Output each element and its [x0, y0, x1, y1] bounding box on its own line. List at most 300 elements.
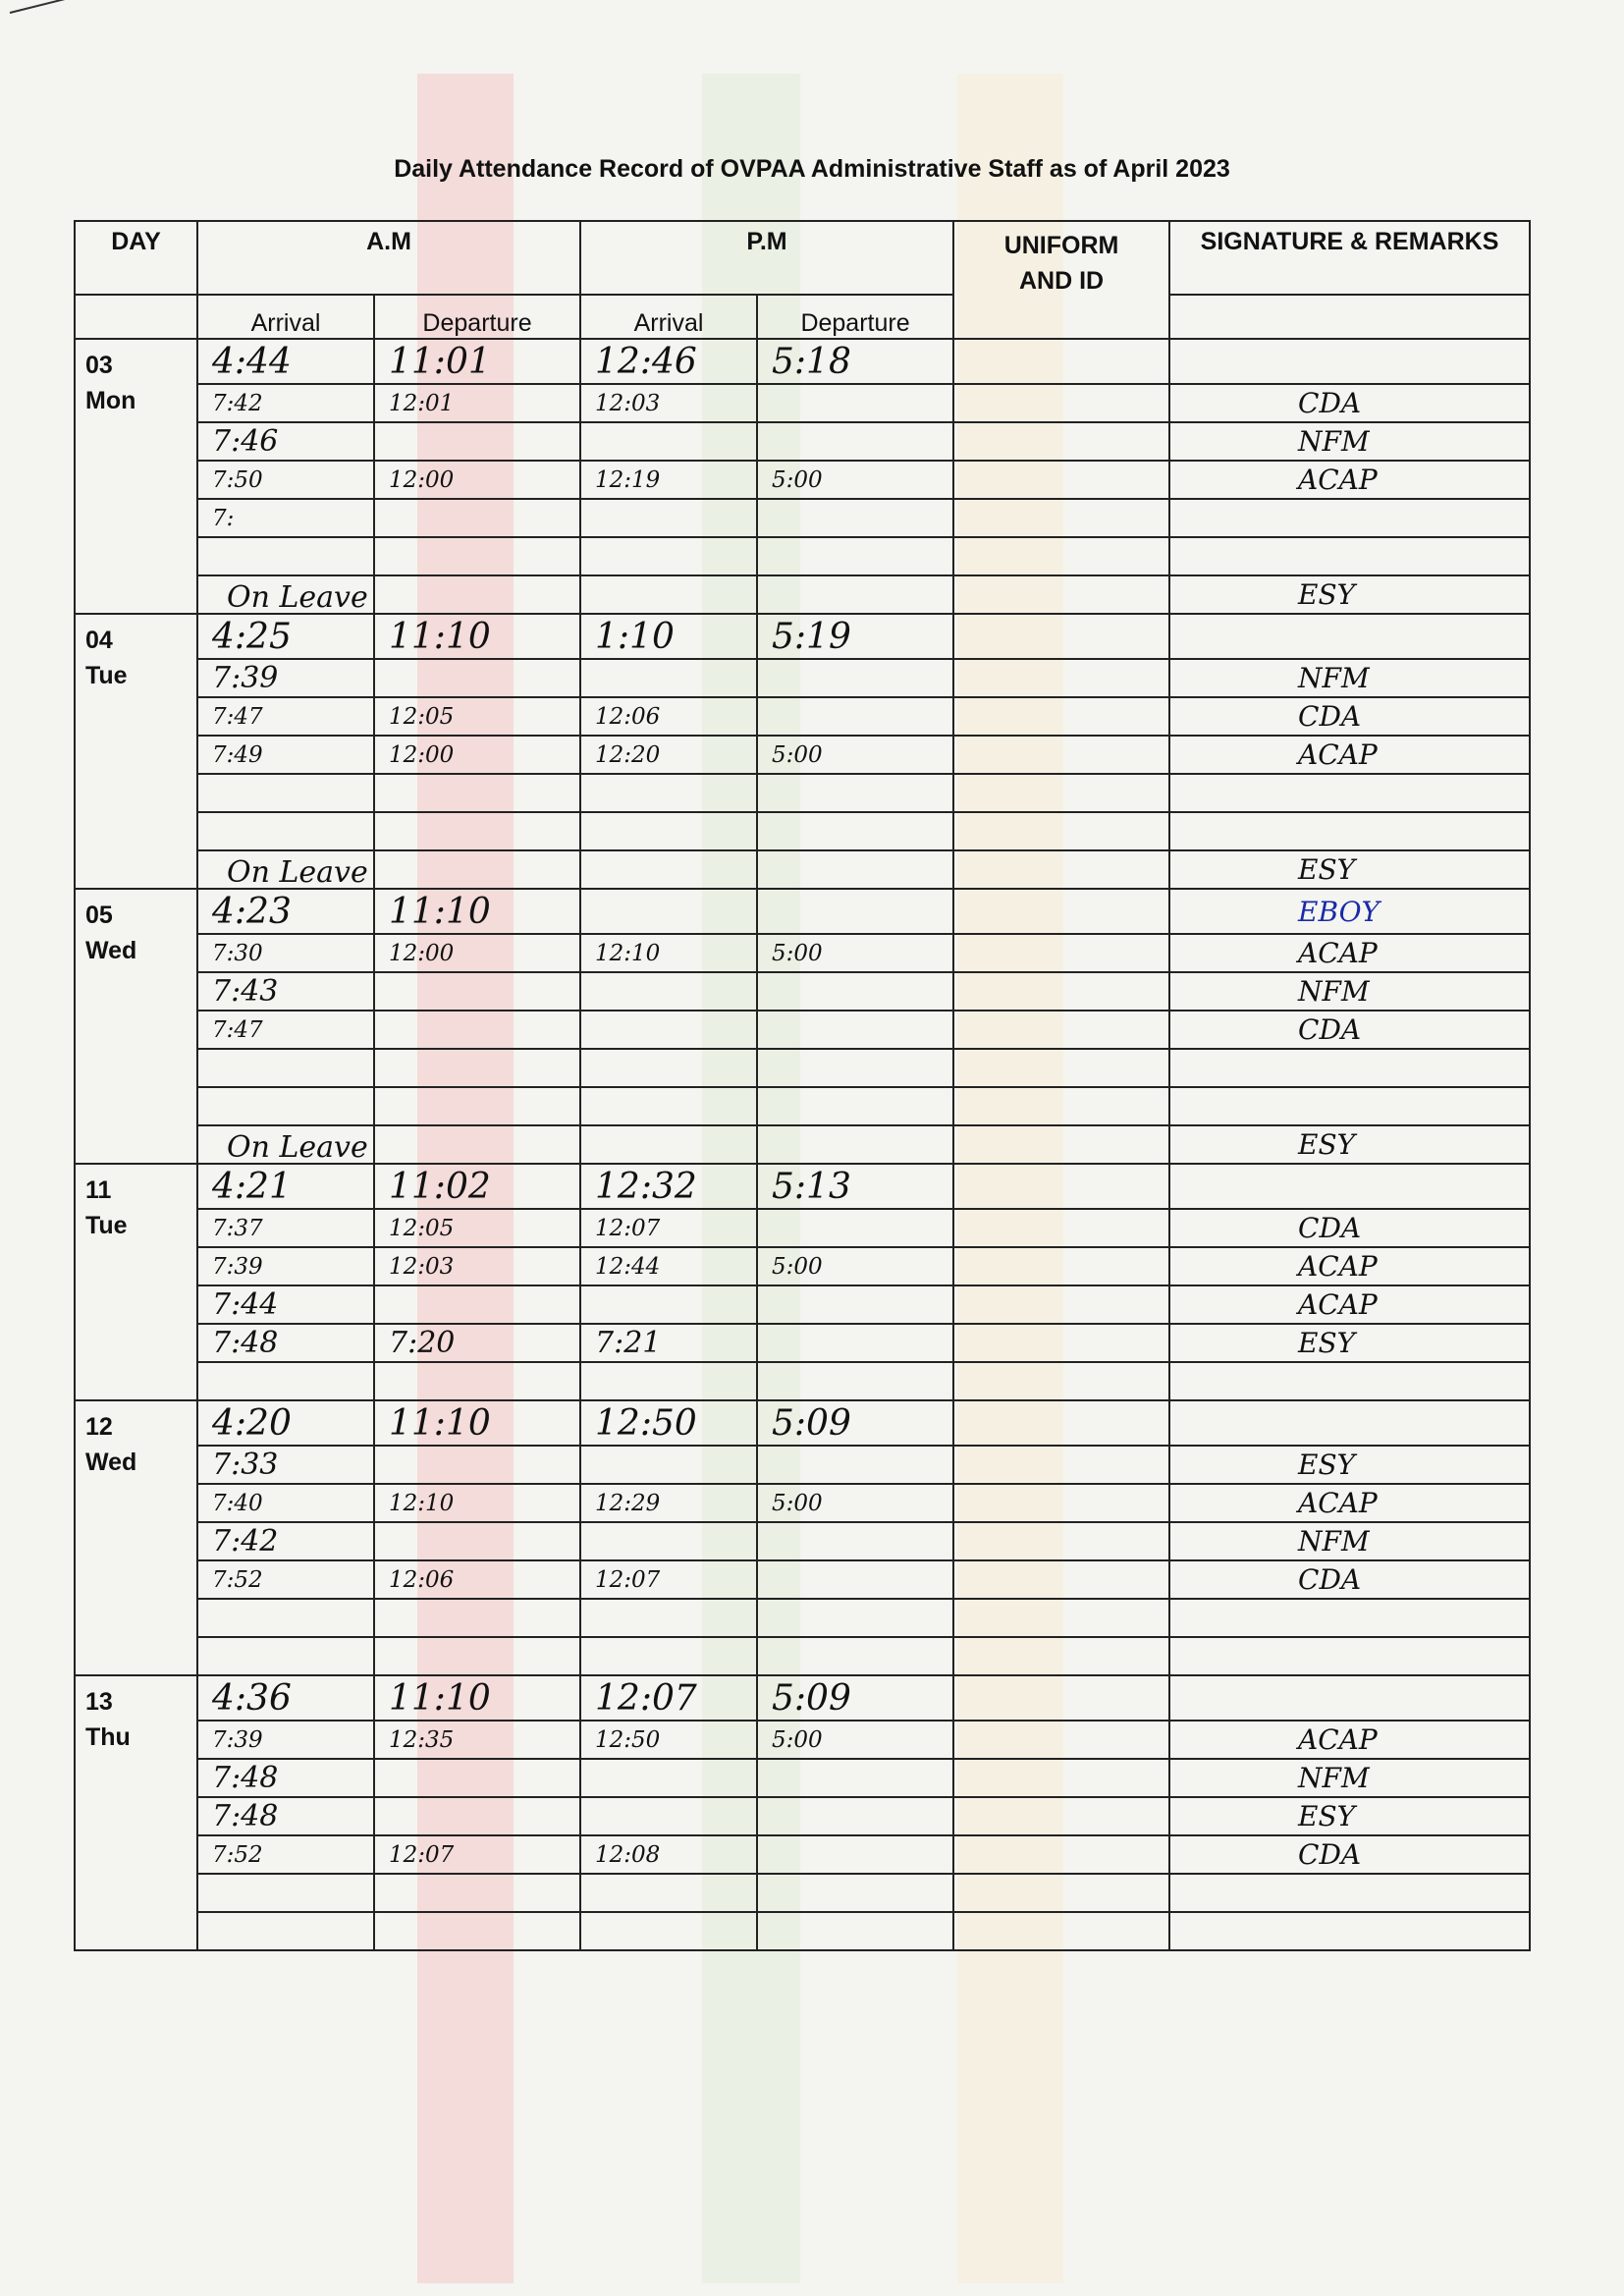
- pm-arrival-time-value: 12:03: [595, 390, 661, 416]
- am-arrival-time: [197, 1446, 374, 1484]
- pm-departure-time: [757, 1209, 953, 1247]
- uniform-id-cell: [953, 575, 1169, 614]
- attendance-row: [75, 1446, 1530, 1484]
- pm-departure-time: [757, 1874, 953, 1912]
- am-departure-time: [374, 1049, 580, 1087]
- signature-remark-cell: [1169, 1835, 1530, 1874]
- am-arrival-time-value: 7:46: [212, 424, 279, 459]
- am-arrival-time-value: 7:48: [212, 1761, 279, 1795]
- pm-departure-time: [757, 1797, 953, 1835]
- attendance-row: [75, 537, 1530, 575]
- uniform-id-cell: [953, 1599, 1169, 1637]
- am-arrival-time-value: 4:25: [212, 616, 292, 657]
- leave-note: On Leave: [227, 580, 368, 615]
- am-arrival-time: [197, 1484, 374, 1522]
- uniform-id-cell: [953, 461, 1169, 499]
- attendance-row: [75, 1484, 1530, 1522]
- am-departure-time: [374, 384, 580, 422]
- am-departure-time: [374, 339, 580, 384]
- signature-remark-cell: [1169, 1164, 1530, 1209]
- am-arrival-time: [197, 1400, 374, 1446]
- pm-departure-time: [757, 384, 953, 422]
- am-arrival-time: [197, 1522, 374, 1560]
- uniform-id-cell: [953, 384, 1169, 422]
- pm-arrival-time: [580, 1912, 757, 1950]
- day-weekday: Wed: [85, 937, 137, 964]
- am-departure-time: [374, 1912, 580, 1950]
- pm-departure-header: Departure: [757, 295, 953, 339]
- pm-arrival-time-value: 12:29: [595, 1490, 661, 1516]
- am-arrival-time-value: 7:42: [212, 1524, 279, 1558]
- pm-departure-time: [757, 1759, 953, 1797]
- pm-arrival-time-value: 7:21: [595, 1326, 662, 1360]
- pm-departure-time: [757, 537, 953, 575]
- signature-subheader: [1169, 295, 1530, 339]
- signature-remark-cell: [1169, 1759, 1530, 1797]
- am-arrival-time: [197, 1637, 374, 1675]
- uniform-id-cell: [953, 1209, 1169, 1247]
- attendance-row: [75, 614, 1530, 659]
- am-departure-time: [374, 1721, 580, 1759]
- signature-remark-cell: [1169, 1125, 1530, 1164]
- day-cell: [75, 614, 197, 889]
- pm-departure-time: [757, 461, 953, 499]
- pm-departure-time: [757, 1011, 953, 1049]
- am-departure-time: [374, 1125, 580, 1164]
- attendance-row: [75, 339, 1530, 384]
- attendance-row: [75, 774, 1530, 812]
- pm-arrival-time: [580, 1324, 757, 1362]
- am-arrival-time: [197, 422, 374, 461]
- attendance-row: [75, 1049, 1530, 1087]
- am-departure-time: [374, 1209, 580, 1247]
- signature-remark-cell: [1169, 1446, 1530, 1484]
- pm-arrival-time: [580, 1560, 757, 1599]
- remark-initials: CDA: [1298, 700, 1362, 733]
- am-departure-time-value: 12:06: [389, 1566, 455, 1593]
- am-arrival-time-value: 7:52: [212, 1566, 263, 1593]
- am-arrival-time: [197, 499, 374, 537]
- pm-departure-time-value: 5:00: [772, 466, 823, 493]
- am-header: A.M: [197, 221, 580, 295]
- uniform-id-cell: [953, 972, 1169, 1011]
- pm-departure-time-value: 5:09: [772, 1402, 851, 1444]
- am-departure-time-value: 12:01: [389, 390, 455, 416]
- attendance-row: [75, 1324, 1530, 1362]
- day-weekday: Mon: [85, 387, 136, 414]
- signature-remark-cell: [1169, 812, 1530, 850]
- attendance-row: [75, 972, 1530, 1011]
- am-departure-time: [374, 1599, 580, 1637]
- uniform-id-cell: [953, 812, 1169, 850]
- am-departure-time: [374, 1560, 580, 1599]
- pm-arrival-time: [580, 1874, 757, 1912]
- am-arrival-time-value: 7:39: [212, 1726, 263, 1753]
- pm-departure-time: [757, 499, 953, 537]
- pm-arrival-time: [580, 384, 757, 422]
- remark-initials: ACAP: [1298, 1487, 1378, 1519]
- am-departure-time-value: 12:07: [389, 1841, 455, 1868]
- pm-departure-time: [757, 697, 953, 736]
- day-weekday: Tue: [85, 1212, 128, 1239]
- uniform-id-cell: [953, 850, 1169, 889]
- am-departure-time-value: 11:10: [389, 891, 491, 932]
- remark-initials: NFM: [1298, 425, 1370, 458]
- pm-departure-time: [757, 659, 953, 697]
- pm-departure-time: [757, 1675, 953, 1721]
- attendance-row: [75, 1087, 1530, 1125]
- uniform-id-cell: [953, 537, 1169, 575]
- am-arrival-time: [197, 1874, 374, 1912]
- pm-arrival-time: [580, 812, 757, 850]
- am-arrival-time-value: 7:: [212, 505, 235, 531]
- pm-arrival-time-value: 12:07: [595, 1677, 697, 1719]
- day-date: 05: [85, 902, 113, 929]
- am-arrival-time: [197, 697, 374, 736]
- pm-departure-time: [757, 736, 953, 774]
- am-departure-time: [374, 575, 580, 614]
- am-departure-time: [374, 812, 580, 850]
- signature-remark-cell: [1169, 537, 1530, 575]
- signature-remark-cell: [1169, 889, 1530, 934]
- am-departure-time: [374, 1835, 580, 1874]
- am-arrival-time-value: 7:48: [212, 1326, 279, 1360]
- day-weekday: Tue: [85, 662, 128, 689]
- pm-departure-time: [757, 614, 953, 659]
- pm-arrival-time: [580, 422, 757, 461]
- remark-initials: ESY: [1298, 1449, 1356, 1481]
- pm-arrival-time-value: 12:32: [595, 1166, 697, 1207]
- signature-remark-cell: [1169, 614, 1530, 659]
- pm-arrival-time: [580, 850, 757, 889]
- am-departure-time: [374, 774, 580, 812]
- remark-initials: NFM: [1298, 1762, 1370, 1794]
- uniform-id-cell: [953, 1125, 1169, 1164]
- uniform-id-cell: [953, 1247, 1169, 1285]
- pm-departure-time: [757, 1400, 953, 1446]
- am-departure-time-value: 12:10: [389, 1490, 455, 1516]
- am-departure-time: [374, 850, 580, 889]
- pm-arrival-time: [580, 1484, 757, 1522]
- am-departure-time: [374, 1011, 580, 1049]
- am-arrival-time: [197, 1049, 374, 1087]
- attendance-row: [75, 934, 1530, 972]
- signature-remark-cell: [1169, 972, 1530, 1011]
- uniform-id-cell: [953, 1049, 1169, 1087]
- attendance-table: [74, 220, 1531, 1951]
- day-cell: [75, 889, 197, 1164]
- day-cell: [75, 1164, 197, 1400]
- pm-departure-time: [757, 850, 953, 889]
- am-arrival-time-value: 4:23: [212, 891, 292, 932]
- signature-remark-cell: [1169, 499, 1530, 537]
- day-date: 13: [85, 1688, 113, 1716]
- am-arrival-time: [197, 774, 374, 812]
- remark-initials: NFM: [1298, 1525, 1370, 1558]
- day-date: 11: [85, 1176, 112, 1204]
- pm-arrival-time: [580, 1637, 757, 1675]
- attendance-row: [75, 1797, 1530, 1835]
- uniform-id-cell: [953, 1011, 1169, 1049]
- remark-initials: ACAP: [1298, 1288, 1378, 1321]
- am-arrival-time-value: 7:40: [212, 1490, 263, 1516]
- remark-initials: ACAP: [1298, 738, 1378, 771]
- am-arrival-time-value: 7:47: [212, 703, 263, 730]
- am-arrival-time: [197, 659, 374, 697]
- day-subheader: [75, 295, 197, 339]
- pm-arrival-time: [580, 889, 757, 934]
- attendance-row: [75, 499, 1530, 537]
- day-date: 03: [85, 352, 113, 379]
- pm-arrival-time: [580, 659, 757, 697]
- am-arrival-time: [197, 384, 374, 422]
- pm-departure-time: [757, 1599, 953, 1637]
- am-departure-time-value: 11:01: [389, 341, 491, 382]
- pm-arrival-time-value: 12:19: [595, 466, 661, 493]
- pm-departure-time: [757, 1560, 953, 1599]
- am-departure-time: [374, 1446, 580, 1484]
- am-arrival-time: [197, 461, 374, 499]
- pm-arrival-time: [580, 1285, 757, 1324]
- am-departure-time: [374, 972, 580, 1011]
- uniform-id-cell: [953, 1484, 1169, 1522]
- signature-remark-cell: [1169, 1797, 1530, 1835]
- pm-departure-time: [757, 1446, 953, 1484]
- am-departure-time: [374, 1675, 580, 1721]
- attendance-row: [75, 1362, 1530, 1400]
- pm-arrival-time: [580, 972, 757, 1011]
- pm-arrival-time-value: 12:07: [595, 1566, 661, 1593]
- attendance-row: [75, 889, 1530, 934]
- am-arrival-time-value: 7:44: [212, 1287, 279, 1322]
- day-date: 04: [85, 627, 113, 654]
- signature-remark-cell: [1169, 422, 1530, 461]
- am-arrival-time-value: 7:49: [212, 741, 263, 768]
- am-arrival-time-value: 7:30: [212, 940, 263, 966]
- am-arrival-time-value: 7:42: [212, 390, 263, 416]
- attendance-row: [75, 422, 1530, 461]
- am-departure-time: [374, 422, 580, 461]
- uniform-id-cell: [953, 1759, 1169, 1797]
- remark-initials: ACAP: [1298, 1250, 1378, 1283]
- am-departure-time-value: 12:35: [389, 1726, 455, 1753]
- am-arrival-time: [197, 1675, 374, 1721]
- uniform-id-cell: [953, 422, 1169, 461]
- pm-arrival-header: Arrival: [580, 295, 757, 339]
- pm-arrival-time-value: 12:06: [595, 703, 661, 730]
- pm-arrival-time-value: 12:44: [595, 1253, 661, 1280]
- am-arrival-time: [197, 812, 374, 850]
- pm-departure-time: [757, 774, 953, 812]
- day-weekday: Thu: [85, 1723, 131, 1751]
- pm-arrival-time: [580, 774, 757, 812]
- pm-arrival-time: [580, 1675, 757, 1721]
- pm-departure-time: [757, 1835, 953, 1874]
- pm-header: P.M: [580, 221, 953, 295]
- pm-arrival-time: [580, 537, 757, 575]
- uniform-id-cell: [953, 697, 1169, 736]
- remark-initials: ESY: [1298, 578, 1356, 611]
- pm-arrival-time: [580, 1362, 757, 1400]
- am-arrival-time: [197, 1835, 374, 1874]
- am-departure-time-value: 11:02: [389, 1166, 491, 1207]
- am-arrival-time-value: 7:50: [212, 466, 263, 493]
- uniform-id-cell: [953, 774, 1169, 812]
- am-departure-time: [374, 1247, 580, 1285]
- pm-departure-time: [757, 972, 953, 1011]
- uniform-id-cell: [953, 889, 1169, 934]
- attendance-row: [75, 461, 1530, 499]
- am-departure-time: [374, 499, 580, 537]
- leave-note: On Leave: [227, 855, 368, 890]
- am-arrival-time: [197, 1362, 374, 1400]
- uniform-id-cell: [953, 1324, 1169, 1362]
- pm-departure-time: [757, 889, 953, 934]
- am-departure-time-value: 11:10: [389, 1677, 491, 1719]
- pm-arrival-time: [580, 1400, 757, 1446]
- pm-arrival-time: [580, 1087, 757, 1125]
- uniform-id-cell: [953, 339, 1169, 384]
- signature-remark-cell: [1169, 1637, 1530, 1675]
- am-arrival-time: [197, 614, 374, 659]
- uniform-id-cell: [953, 934, 1169, 972]
- signature-remark-cell: [1169, 659, 1530, 697]
- signature-remark-cell: [1169, 1087, 1530, 1125]
- am-departure-time: [374, 1362, 580, 1400]
- pm-departure-time: [757, 1484, 953, 1522]
- uniform-id-cell: [953, 1874, 1169, 1912]
- am-arrival-time: [197, 972, 374, 1011]
- pm-departure-time: [757, 1324, 953, 1362]
- remark-initials: ACAP: [1298, 464, 1378, 496]
- am-departure-time: [374, 537, 580, 575]
- pm-arrival-time: [580, 1164, 757, 1209]
- signature-remark-cell: [1169, 1599, 1530, 1637]
- am-arrival-time-value: 4:21: [212, 1166, 292, 1207]
- am-arrival-time: [197, 1560, 374, 1599]
- am-departure-time: [374, 1797, 580, 1835]
- pm-arrival-time: [580, 1011, 757, 1049]
- pm-arrival-time: [580, 1125, 757, 1164]
- uniform-id-cell: [953, 1446, 1169, 1484]
- pm-departure-time: [757, 1125, 953, 1164]
- day-cell: [75, 339, 197, 614]
- pm-departure-time: [757, 339, 953, 384]
- remark-initials: CDA: [1298, 1563, 1362, 1596]
- pm-departure-time: [757, 1721, 953, 1759]
- attendance-row: [75, 1209, 1530, 1247]
- pm-arrival-time: [580, 499, 757, 537]
- pm-departure-time-value: 5:09: [772, 1677, 851, 1719]
- pm-arrival-time-value: 12:50: [595, 1726, 661, 1753]
- am-departure-time: [374, 461, 580, 499]
- pm-departure-time: [757, 1087, 953, 1125]
- pm-departure-time: [757, 1164, 953, 1209]
- pm-arrival-time: [580, 1209, 757, 1247]
- pm-arrival-time: [580, 1797, 757, 1835]
- attendance-row: [75, 1874, 1530, 1912]
- uniform-id-cell: [953, 1912, 1169, 1950]
- uniform-id-cell: [953, 1362, 1169, 1400]
- am-arrival-time: [197, 1087, 374, 1125]
- day-header: DAY: [75, 221, 197, 295]
- am-arrival-time-value: 7:52: [212, 1841, 263, 1868]
- am-arrival-time: [197, 736, 374, 774]
- pm-departure-time: [757, 1522, 953, 1560]
- signature-remark-cell: [1169, 1209, 1530, 1247]
- am-departure-time: [374, 889, 580, 934]
- signature-remark-cell: [1169, 1484, 1530, 1522]
- uniform-id-cell: [953, 614, 1169, 659]
- am-departure-time: [374, 1759, 580, 1797]
- pm-arrival-time: [580, 339, 757, 384]
- pm-departure-time-value: 5:00: [772, 940, 823, 966]
- pm-departure-time-value: 5:00: [772, 741, 823, 768]
- am-departure-time: [374, 1637, 580, 1675]
- remark-initials: CDA: [1298, 1212, 1362, 1244]
- uniform-id-cell: [953, 736, 1169, 774]
- am-departure-time: [374, 697, 580, 736]
- uniform-id-cell: [953, 1400, 1169, 1446]
- am-arrival-time: [197, 889, 374, 934]
- signature-remark-cell: [1169, 1675, 1530, 1721]
- am-departure-header: Departure: [374, 295, 580, 339]
- uniform-id-cell: [953, 1797, 1169, 1835]
- signature-remark-cell: [1169, 384, 1530, 422]
- pm-arrival-time: [580, 614, 757, 659]
- pm-departure-time-value: 5:00: [772, 1726, 823, 1753]
- pm-arrival-time: [580, 736, 757, 774]
- pm-departure-time: [757, 812, 953, 850]
- attendance-row: [75, 697, 1530, 736]
- day-cell: [75, 1400, 197, 1675]
- pm-arrival-time: [580, 1599, 757, 1637]
- attendance-row: [75, 1835, 1530, 1874]
- am-arrival-time: [197, 1285, 374, 1324]
- pm-arrival-time-value: 12:07: [595, 1215, 661, 1241]
- am-departure-time-value: 12:05: [389, 703, 455, 730]
- signature-remark-cell: [1169, 1011, 1530, 1049]
- uniform-id-cell: [953, 1087, 1169, 1125]
- am-arrival-time: [197, 1599, 374, 1637]
- attendance-row: [75, 812, 1530, 850]
- am-arrival-time-value: 7:37: [212, 1215, 263, 1241]
- remark-initials: NFM: [1298, 975, 1370, 1008]
- signature-header: SIGNATURE & REMARKS: [1169, 221, 1530, 295]
- remark-initials: CDA: [1298, 1838, 1362, 1871]
- remark-initials: ACAP: [1298, 937, 1378, 969]
- am-departure-time: [374, 1087, 580, 1125]
- attendance-row: [75, 1164, 1530, 1209]
- signature-remark-cell: [1169, 1285, 1530, 1324]
- attendance-row: [75, 659, 1530, 697]
- pm-arrival-time: [580, 575, 757, 614]
- uniform-id-cell: [953, 499, 1169, 537]
- am-arrival-header: Arrival: [197, 295, 374, 339]
- am-departure-time: [374, 1400, 580, 1446]
- attendance-row: [75, 1759, 1530, 1797]
- am-departure-time: [374, 1285, 580, 1324]
- pm-arrival-time: [580, 1721, 757, 1759]
- signature-remark-cell: [1169, 697, 1530, 736]
- am-departure-time-value: 12:00: [389, 940, 455, 966]
- uniform-id-cell: [953, 1721, 1169, 1759]
- am-departure-time: [374, 1164, 580, 1209]
- attendance-row: [75, 736, 1530, 774]
- signature-remark-cell: [1169, 575, 1530, 614]
- remark-initials: EBOY: [1298, 895, 1380, 928]
- attendance-row: [75, 384, 1530, 422]
